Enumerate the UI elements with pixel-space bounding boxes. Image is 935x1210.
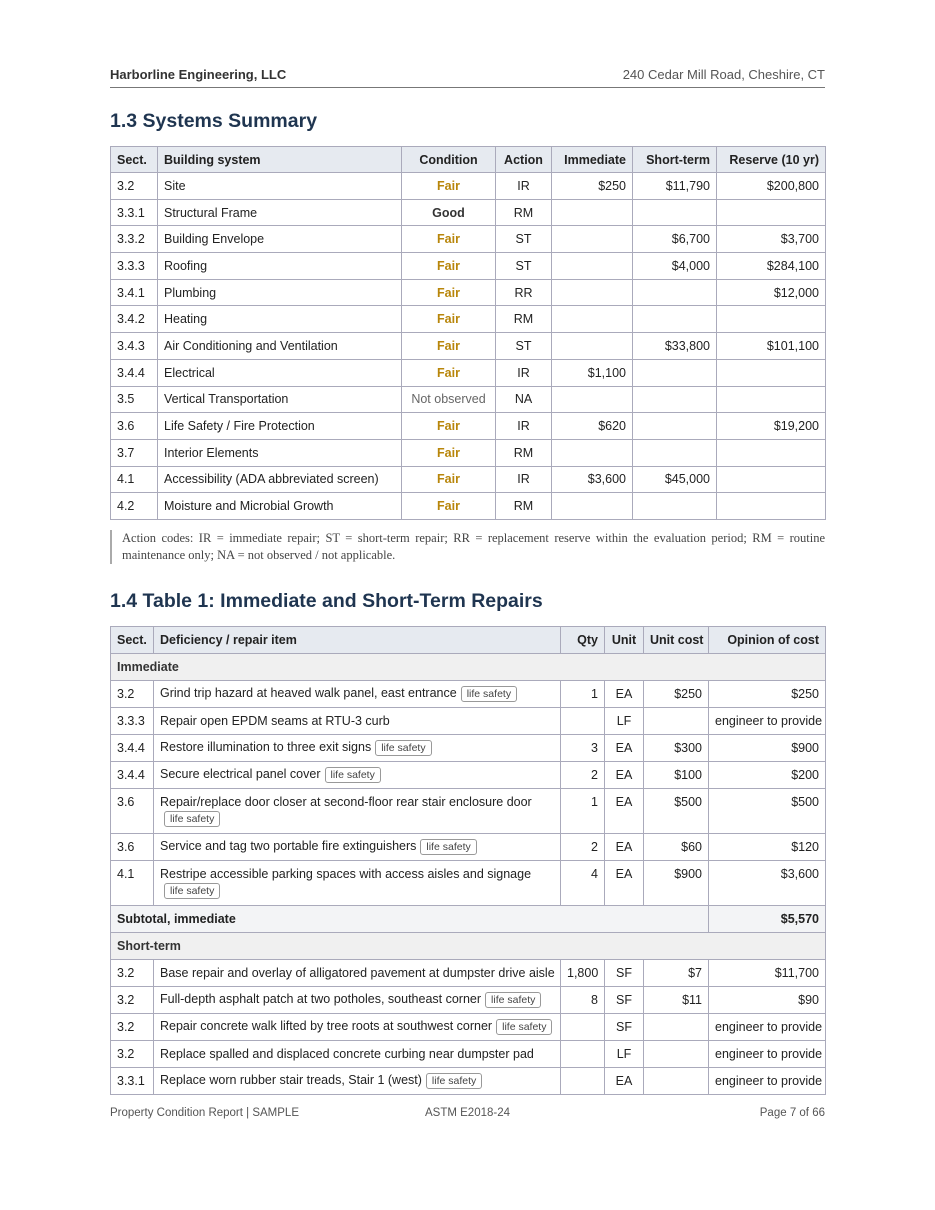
repair-item-text: Service and tag two portable fire extinguishers (160, 839, 417, 853)
repair-item-cell (154, 681, 561, 708)
repair-item-cell (154, 861, 561, 906)
reserve-cost-cell (717, 199, 826, 226)
reserve-cost-cell: $12,000 (717, 279, 826, 306)
table-row (111, 1041, 826, 1068)
repair-item-text: Repair/replace door closer at second-floor rear stair enclosure door (160, 795, 532, 809)
repair-item-cell (154, 987, 561, 1014)
short-term-cost-cell: $11,790 (633, 173, 717, 200)
action-cell: RM (496, 493, 552, 520)
immediate-cost-cell: $250 (552, 173, 633, 200)
system-cell: Accessibility (ADA abbreviated screen) (158, 466, 402, 493)
short-term-cost-cell: $4,000 (633, 253, 717, 280)
column-header: Building system (158, 147, 402, 173)
system-cell: Vertical Transportation (158, 386, 402, 413)
short-term-cost-cell (633, 199, 717, 226)
system-cell: Site (158, 173, 402, 200)
opinion-of-cost-cell: $200 (709, 762, 826, 789)
repair-item-cell (154, 834, 561, 861)
section-cell: 3.2 (111, 960, 154, 987)
repair-item-text: Full-depth asphalt patch at two potholes, southeast corner (160, 992, 482, 1006)
unit-cost-cell: $11 (644, 987, 709, 1014)
table-row (111, 493, 826, 520)
section-cell: 3.4.4 (111, 735, 154, 762)
life-safety-badge: life safety (164, 883, 220, 899)
reserve-cost-cell (717, 439, 826, 466)
section-cell: 4.2 (111, 493, 158, 520)
column-header: Short-term (633, 147, 717, 173)
life-safety-badge: life safety (461, 686, 517, 702)
immediate-cost-cell (552, 439, 633, 466)
action-cell: IR (496, 466, 552, 493)
reserve-cost-cell (717, 493, 826, 520)
repairs-table (110, 626, 826, 1095)
section-cell: 3.2 (111, 1014, 154, 1041)
action-cell: IR (496, 359, 552, 386)
unit-cost-cell: $100 (644, 762, 709, 789)
table-row (111, 199, 826, 226)
column-header: Unit (605, 627, 644, 654)
table-row (111, 386, 826, 413)
reserve-cost-cell: $101,100 (717, 333, 826, 360)
life-safety-badge: life safety (164, 811, 220, 827)
unit-cost-cell: $7 (644, 960, 709, 987)
table-row (111, 253, 826, 280)
table-row (111, 173, 826, 200)
reserve-cost-cell (717, 386, 826, 413)
systems-summary-title: 1.3 Systems Summary (110, 110, 318, 132)
repair-item-cell (154, 735, 561, 762)
group-short-term (111, 933, 826, 960)
firm-address: 240 Cedar Mill Road, Cheshire, CT (622, 67, 825, 82)
condition-cell: Fair (402, 226, 496, 253)
immediate-cost-cell (552, 199, 633, 226)
short-term-cost-cell (633, 359, 717, 386)
unit-cell: EA (605, 834, 644, 861)
column-header: Sect. (111, 627, 154, 654)
unit-cell: EA (605, 735, 644, 762)
unit-cost-cell: $250 (644, 681, 709, 708)
reserve-cost-cell (717, 466, 826, 493)
reserve-cost-cell (717, 306, 826, 333)
repair-item-text: Restripe accessible parking spaces with access aisles and signage (160, 867, 532, 881)
opinion-of-cost-cell: $90 (709, 987, 826, 1014)
section-cell: 3.6 (111, 413, 158, 440)
system-cell: Moisture and Microbial Growth (158, 493, 402, 520)
qty-cell (561, 708, 605, 735)
footer-standard: ASTM E2018-24 (425, 1107, 511, 1119)
system-cell: Life Safety / Fire Protection (158, 413, 402, 440)
systems-summary-body (111, 173, 826, 520)
opinion-of-cost-cell: $11,700 (709, 960, 826, 987)
opinion-of-cost-cell: $3,600 (709, 861, 826, 906)
repair-item-text: Replace spalled and displaced concrete curbing near dumpster pad (160, 1047, 534, 1061)
column-header: Qty (561, 627, 605, 654)
unit-cell: EA (605, 861, 644, 906)
repair-item-text: Secure electrical panel cover (160, 767, 321, 781)
short-term-cost-cell (633, 386, 717, 413)
footer-page-number: Page 7 of 66 (759, 1107, 825, 1119)
table-row (111, 789, 826, 834)
qty-cell (561, 1014, 605, 1041)
condition-cell: Fair (402, 306, 496, 333)
system-cell: Roofing (158, 253, 402, 280)
table-row (111, 1068, 826, 1095)
action-cell: IR (496, 173, 552, 200)
condition-cell: Good (402, 199, 496, 226)
unit-cell: EA (605, 789, 644, 834)
section-cell: 3.4.3 (111, 333, 158, 360)
short-term-cost-cell: $33,800 (633, 333, 717, 360)
repair-item-text: Repair open EPDM seams at RTU-3 curb (160, 714, 390, 728)
action-cell: NA (496, 386, 552, 413)
section-cell: 3.4.1 (111, 279, 158, 306)
column-header: Deficiency / repair item (154, 627, 561, 654)
condition-cell: Fair (402, 253, 496, 280)
qty-cell: 1 (561, 789, 605, 834)
opinion-of-cost-cell: $500 (709, 789, 826, 834)
unit-cell: EA (605, 762, 644, 789)
short-term-cost-cell: $45,000 (633, 466, 717, 493)
section-cell: 3.7 (111, 439, 158, 466)
system-cell: Plumbing (158, 279, 402, 306)
section-cell: 3.2 (111, 681, 154, 708)
unit-cost-cell: $900 (644, 861, 709, 906)
condition-cell: Fair (402, 333, 496, 360)
repair-item-cell (154, 708, 561, 735)
condition-cell: Fair (402, 466, 496, 493)
action-codes-note: Action codes: IR = immediate repair; ST = short-term repair; RR = replacement reserve within the evaluation period; RM = routine maintenance only; NA = not observed / not applicable. (110, 530, 825, 564)
immediate-cost-cell (552, 253, 633, 280)
life-safety-badge: life safety (325, 767, 381, 783)
life-safety-badge: life safety (496, 1019, 552, 1035)
action-cell: ST (496, 333, 552, 360)
table-row (111, 226, 826, 253)
subtotal-value: $5,570 (709, 906, 826, 933)
immediate-cost-cell (552, 333, 633, 360)
repair-item-text: Grind trip hazard at heaved walk panel, east entrance (160, 686, 457, 700)
condition-cell: Fair (402, 359, 496, 386)
table-row (111, 762, 826, 789)
table-row (111, 279, 826, 306)
table-row (111, 306, 826, 333)
section-cell: 3.3.1 (111, 199, 158, 226)
column-header: Unit cost (644, 627, 709, 654)
table-row (111, 333, 826, 360)
repair-item-cell (154, 1041, 561, 1068)
action-cell: ST (496, 253, 552, 280)
life-safety-badge: life safety (420, 839, 476, 855)
life-safety-badge: life safety (485, 992, 541, 1008)
table-row (111, 735, 826, 762)
qty-cell: 8 (561, 987, 605, 1014)
repair-item-cell (154, 960, 561, 987)
repair-item-text: Repair concrete walk lifted by tree roots at southwest corner (160, 1019, 493, 1033)
table-row (111, 1014, 826, 1041)
section-cell: 3.4.4 (111, 359, 158, 386)
column-header: Action (496, 147, 552, 173)
condition-cell: Fair (402, 493, 496, 520)
reserve-cost-cell: $19,200 (717, 413, 826, 440)
table-header-row (111, 147, 826, 173)
section-cell: 3.5 (111, 386, 158, 413)
system-cell: Electrical (158, 359, 402, 386)
qty-cell: 3 (561, 735, 605, 762)
opinion-of-cost-cell: engineer to provide (709, 1041, 826, 1068)
table-row (111, 834, 826, 861)
section-cell: 3.3.3 (111, 253, 158, 280)
unit-cost-cell (644, 1068, 709, 1095)
section-cell: 4.1 (111, 466, 158, 493)
repair-item-cell (154, 789, 561, 834)
immediate-cost-cell: $620 (552, 413, 633, 440)
repair-item-cell (154, 762, 561, 789)
repair-item-text: Restore illumination to three exit signs (160, 740, 372, 754)
unit-cost-cell (644, 708, 709, 735)
page-header (110, 67, 825, 88)
condition-cell: Fair (402, 173, 496, 200)
immediate-cost-cell (552, 279, 633, 306)
system-cell: Structural Frame (158, 199, 402, 226)
qty-cell (561, 1041, 605, 1068)
unit-cell: SF (605, 960, 644, 987)
unit-cost-cell (644, 1041, 709, 1068)
section-cell: 3.6 (111, 789, 154, 834)
condition-cell: Not observed (402, 386, 496, 413)
opinion-of-cost-cell: $900 (709, 735, 826, 762)
system-cell: Heating (158, 306, 402, 333)
section-cell: 3.2 (111, 173, 158, 200)
group-label: Immediate (111, 654, 826, 681)
system-cell: Interior Elements (158, 439, 402, 466)
footer-report-title: Property Condition Report | SAMPLE (110, 1107, 299, 1119)
table-row (111, 359, 826, 386)
table-row (111, 861, 826, 906)
systems-summary-table (110, 146, 826, 520)
opinion-of-cost-cell: engineer to provide (709, 1014, 826, 1041)
system-cell: Building Envelope (158, 226, 402, 253)
life-safety-badge: life safety (426, 1073, 482, 1089)
unit-cell: SF (605, 1014, 644, 1041)
column-header: Condition (402, 147, 496, 173)
action-cell: RM (496, 306, 552, 333)
opinion-of-cost-cell: engineer to provide (709, 708, 826, 735)
table-row (111, 439, 826, 466)
section-cell: 3.2 (111, 1041, 154, 1068)
immediate-cost-cell: $1,100 (552, 359, 633, 386)
action-cell: RM (496, 439, 552, 466)
column-header: Opinion of cost (709, 627, 826, 654)
group-label: Short-term (111, 933, 826, 960)
opinion-of-cost-cell: $250 (709, 681, 826, 708)
repair-item-text: Base repair and overlay of alligatored pavement at dumpster drive aisle (160, 966, 555, 980)
unit-cost-cell: $300 (644, 735, 709, 762)
immediate-cost-cell (552, 493, 633, 520)
action-cell: ST (496, 226, 552, 253)
repair-item-cell (154, 1014, 561, 1041)
section-cell: 3.4.2 (111, 306, 158, 333)
reserve-cost-cell (717, 359, 826, 386)
immediate-cost-cell: $3,600 (552, 466, 633, 493)
system-cell: Air Conditioning and Ventilation (158, 333, 402, 360)
section-cell: 3.3.1 (111, 1068, 154, 1095)
unit-cell: EA (605, 1068, 644, 1095)
unit-cost-cell: $60 (644, 834, 709, 861)
unit-cost-cell (644, 1014, 709, 1041)
condition-cell: Fair (402, 439, 496, 466)
subtotal-row (111, 906, 826, 933)
section-cell: 3.3.2 (111, 226, 158, 253)
life-safety-badge: life safety (375, 740, 431, 756)
reserve-cost-cell: $284,100 (717, 253, 826, 280)
unit-cell: LF (605, 708, 644, 735)
table-row (111, 708, 826, 735)
qty-cell (561, 1068, 605, 1095)
subtotal-label: Subtotal, immediate (111, 906, 709, 933)
table-row (111, 466, 826, 493)
unit-cell: LF (605, 1041, 644, 1068)
section-cell: 3.6 (111, 834, 154, 861)
repairs-body (111, 654, 826, 1095)
section-cell: 3.3.3 (111, 708, 154, 735)
qty-cell: 4 (561, 861, 605, 906)
opinion-of-cost-cell: engineer to provide (709, 1068, 826, 1095)
immediate-cost-cell (552, 306, 633, 333)
qty-cell: 2 (561, 762, 605, 789)
condition-cell: Fair (402, 279, 496, 306)
repair-item-text: Replace worn rubber stair treads, Stair 1 (west) (160, 1073, 422, 1087)
section-cell: 3.2 (111, 987, 154, 1014)
unit-cell: EA (605, 681, 644, 708)
action-cell: RR (496, 279, 552, 306)
unit-cost-cell: $500 (644, 789, 709, 834)
short-term-cost-cell (633, 439, 717, 466)
short-term-cost-cell (633, 493, 717, 520)
short-term-cost-cell (633, 413, 717, 440)
short-term-cost-cell (633, 306, 717, 333)
action-cell: RM (496, 199, 552, 226)
column-header: Sect. (111, 147, 158, 173)
condition-cell: Fair (402, 413, 496, 440)
qty-cell: 1 (561, 681, 605, 708)
column-header: Immediate (552, 147, 633, 173)
action-cell: IR (496, 413, 552, 440)
column-header: Reserve (10 yr) (717, 147, 826, 173)
table-header-row (111, 627, 826, 654)
reserve-cost-cell: $3,700 (717, 226, 826, 253)
qty-cell: 1,800 (561, 960, 605, 987)
table-row (111, 960, 826, 987)
repair-item-cell (154, 1068, 561, 1095)
table-row (111, 987, 826, 1014)
unit-cell: SF (605, 987, 644, 1014)
reserve-cost-cell: $200,800 (717, 173, 826, 200)
firm-name: Harborline Engineering, LLC (110, 67, 287, 82)
short-term-cost-cell: $6,700 (633, 226, 717, 253)
group-immediate (111, 654, 826, 681)
short-term-cost-cell (633, 279, 717, 306)
section-cell: 3.4.4 (111, 762, 154, 789)
section-cell: 4.1 (111, 861, 154, 906)
immediate-cost-cell (552, 226, 633, 253)
qty-cell: 2 (561, 834, 605, 861)
opinion-of-cost-cell: $120 (709, 834, 826, 861)
repairs-table-title: 1.4 Table 1: Immediate and Short-Term Repairs (110, 590, 543, 612)
immediate-cost-cell (552, 386, 633, 413)
table-row (111, 413, 826, 440)
table-row (111, 681, 826, 708)
